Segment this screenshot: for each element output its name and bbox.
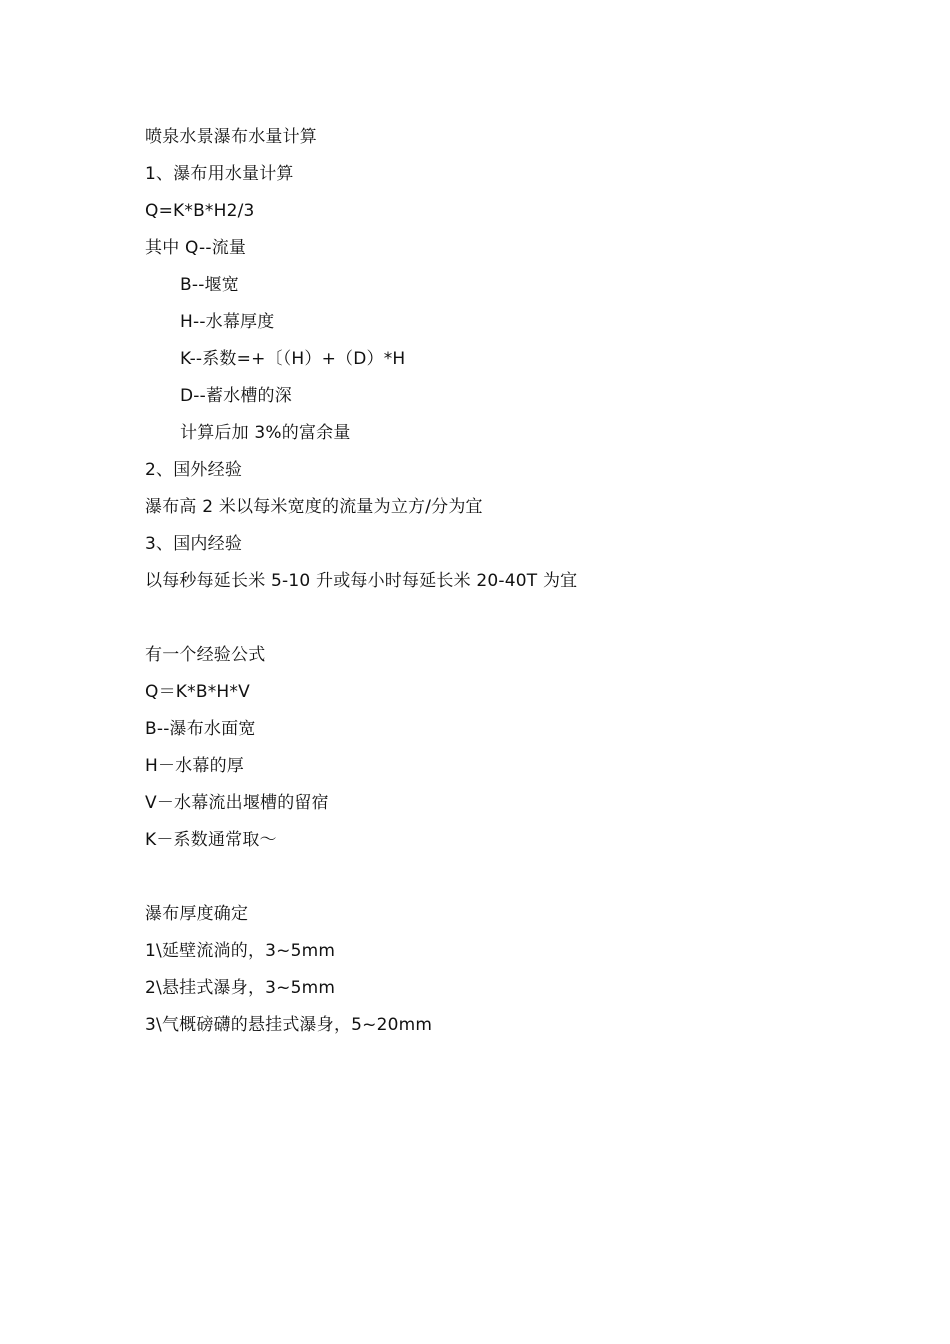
definition-item: H--水幕厚度 (180, 312, 275, 332)
definition-item: H－水幕的厚 (145, 756, 244, 776)
list-item: 2\悬挂式瀑身，3~5mm (145, 978, 336, 998)
section1-formula: Q=K*B*H2/3 (145, 201, 255, 221)
definition-item: 计算后加 3%的富余量 (180, 423, 351, 443)
section2-text: 瀑布高 2 米以每米宽度的流量为立方/分为宜 (145, 497, 483, 517)
definition-item: K--系数=+〔（H）+（D）*H (180, 349, 406, 369)
list-item: 1\延壁流淌的，3~5mm (145, 941, 336, 961)
thickness-heading: 瀑布厚度确定 (145, 904, 249, 924)
document-title: 喷泉水景瀑布水量计算 (145, 127, 317, 147)
section3-heading: 3、国内经验 (145, 534, 243, 554)
section1-where: 其中 Q--流量 (145, 238, 247, 258)
empirical-heading: 有一个经验公式 (145, 645, 266, 665)
definition-item: K－系数通常取～ (145, 830, 277, 850)
list-item: 3\气概磅礴的悬挂式瀑身，5~20mm (145, 1015, 433, 1035)
section1-heading: 1、瀑布用水量计算 (145, 164, 294, 184)
definition-item: B--堰宽 (180, 275, 239, 295)
section3-text: 以每秒每延长米 5-10 升或每小时每延长米 20-40T 为宜 (145, 571, 578, 591)
definition-item: D--蓄水槽的深 (180, 386, 292, 406)
definition-item: V－水幕流出堰槽的留宿 (145, 793, 329, 813)
definition-item: B--瀑布水面宽 (145, 719, 256, 739)
empirical-formula: Q＝K*B*H*V (145, 682, 250, 702)
section2-heading: 2、国外经验 (145, 460, 243, 480)
